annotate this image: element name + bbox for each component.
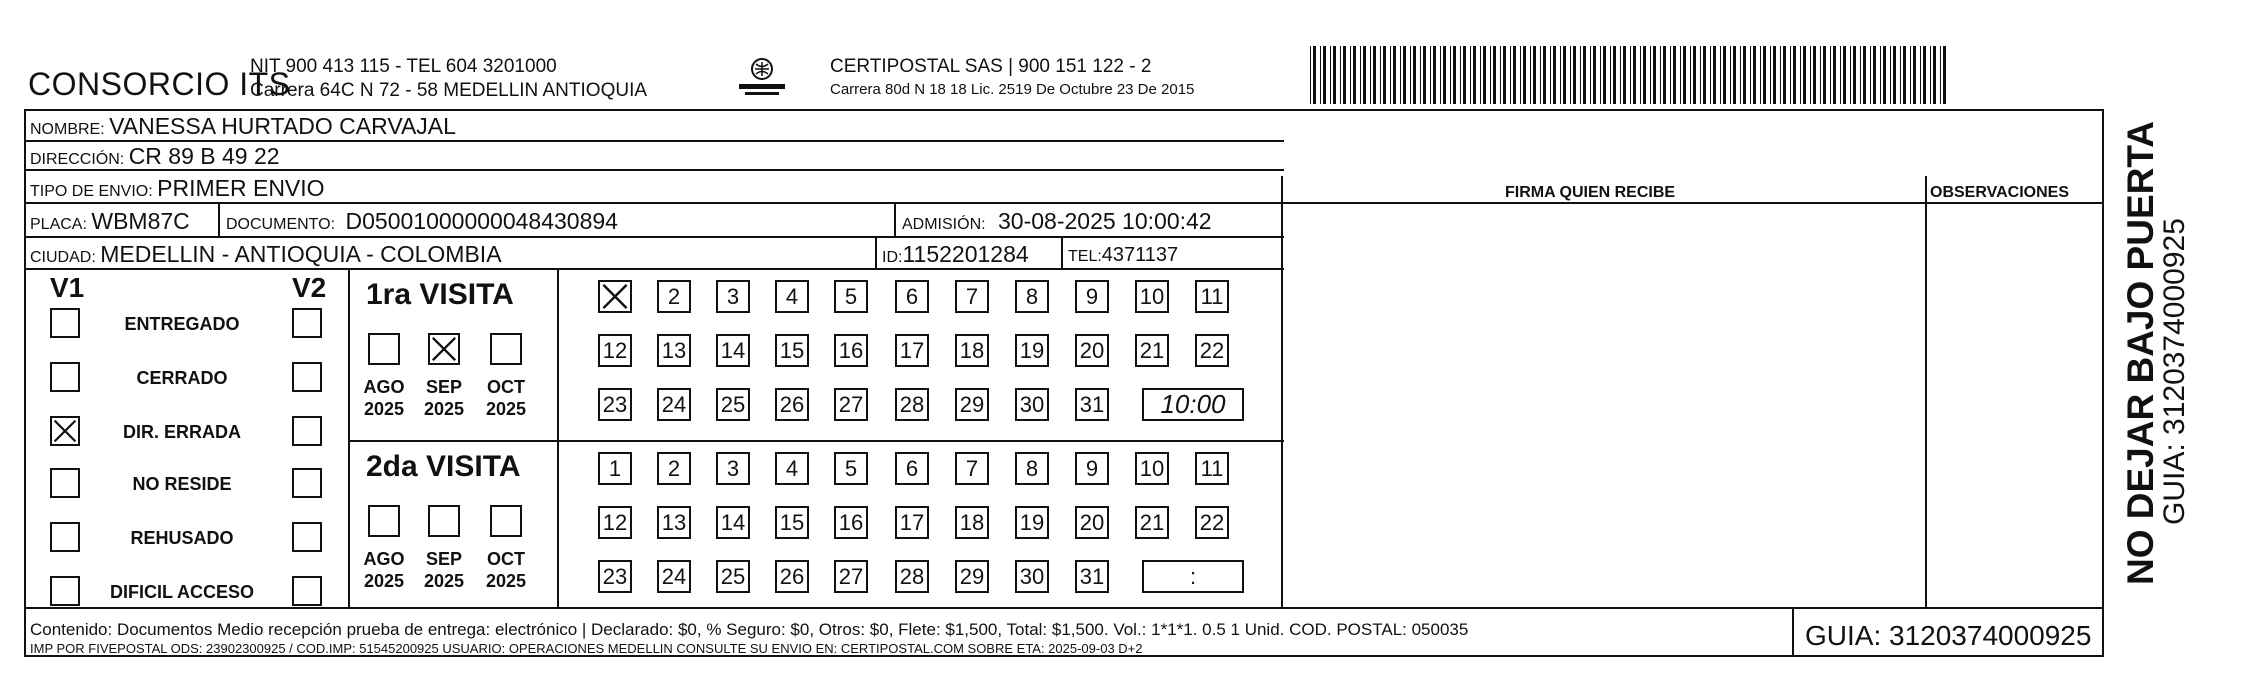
month-year-label: 2025 (423, 571, 465, 591)
month-year-label: 2025 (485, 571, 527, 591)
day-box[interactable]: 25 (716, 560, 750, 593)
day-box[interactable]: 11 (1195, 452, 1229, 485)
contents-line: Contenido: Documentos Medio recepción prueba de entrega: electrónico | Declarado: $0, % Seguro: $0, Otros: $0, Flete: $1,500, Total: $1,500. Vol.: 1*1*1. 0.5 1 Unid. COD. POSTAL: 050035 (30, 620, 1469, 639)
day-box[interactable]: 8 (1015, 280, 1049, 313)
month-label: AGO (363, 377, 405, 397)
day-box[interactable]: 7 (955, 280, 989, 313)
day-box[interactable]: 29 (955, 560, 989, 593)
day-box[interactable]: 15 (775, 506, 809, 539)
day-box[interactable]: 23 (598, 388, 632, 421)
v2-checkbox[interactable] (292, 416, 322, 446)
day-box[interactable]: 12 (598, 334, 632, 367)
status-label: REHUSADO (130, 528, 234, 548)
day-box[interactable]: 4 (775, 280, 809, 313)
day-box[interactable] (598, 280, 632, 313)
barcode-icon (1310, 46, 1950, 104)
id-value: 1152201284 (902, 241, 1029, 267)
visit-title: 1ra VISITA (366, 278, 514, 311)
visit-time-box[interactable]: 10:00 (1142, 388, 1244, 421)
v2-checkbox[interactable] (292, 522, 322, 552)
status-label: ENTREGADO (124, 314, 240, 334)
day-box[interactable]: 9 (1075, 452, 1109, 485)
company-name: CONSORCIO ITS (28, 66, 291, 102)
signature-area[interactable] (1283, 204, 1923, 605)
day-box[interactable]: 28 (895, 560, 929, 593)
v1-checkbox[interactable] (50, 308, 80, 338)
document-value: D05001000000048430894 (345, 208, 618, 234)
day-box[interactable]: 1 (598, 452, 632, 485)
recipient-address: CR 89 B 49 22 (128, 143, 280, 169)
carrier-name-line: CERTIPOSTAL SAS | 900 151 122 - 2 (830, 56, 1152, 77)
company-address-line: Carrera 64C N 72 - 58 MEDELLIN ANTIOQUIA (250, 80, 648, 101)
day-box[interactable]: 2 (657, 452, 691, 485)
shipment-type: PRIMER ENVIO (157, 175, 325, 201)
status-label: DIR. ERRADA (122, 422, 241, 442)
day-box[interactable]: 31 (1075, 388, 1109, 421)
day-box[interactable]: 5 (834, 280, 868, 313)
day-box[interactable]: 19 (1015, 334, 1049, 367)
day-box[interactable]: 27 (834, 560, 868, 593)
city-value: MEDELLIN - ANTIOQUIA - COLOMBIA (100, 241, 502, 267)
day-box[interactable]: 30 (1015, 388, 1049, 421)
visit-time-box[interactable]: : (1142, 560, 1244, 593)
city-label: CIUDAD: (30, 249, 96, 266)
month-year-label: 2025 (485, 399, 527, 419)
v2-checkbox[interactable] (292, 576, 322, 606)
id-label: ID: (882, 249, 903, 266)
day-box[interactable]: 18 (955, 334, 989, 367)
v1-checkbox[interactable] (50, 416, 80, 446)
month-checkbox[interactable] (368, 333, 400, 365)
day-box[interactable]: 24 (657, 388, 691, 421)
day-box[interactable]: 12 (598, 506, 632, 539)
v2-checkbox[interactable] (292, 362, 322, 392)
day-box[interactable]: 16 (834, 506, 868, 539)
admission-label: ADMISIÓN: (902, 216, 986, 233)
tel-value: 4371137 (1101, 244, 1179, 266)
carrier-license-line: Carrera 80d N 18 18 Lic. 2519 De Octubre 23 De 2015 (830, 81, 1195, 98)
day-box[interactable]: 5 (834, 452, 868, 485)
day-box[interactable]: 15 (775, 334, 809, 367)
status-label: CERRADO (136, 368, 228, 388)
name-label: NOMBRE: (30, 121, 105, 138)
day-box[interactable]: 3 (716, 280, 750, 313)
admission-value: 30-08-2025 10:00:42 (998, 208, 1212, 234)
day-box[interactable]: 20 (1075, 506, 1109, 539)
recipient-name: VANESSA HURTADO CARVAJAL (109, 113, 456, 139)
v1-checkbox[interactable] (50, 576, 80, 606)
day-box[interactable]: 10 (1135, 452, 1169, 485)
month-label: SEP (425, 377, 463, 397)
day-box[interactable]: 9 (1075, 280, 1109, 313)
day-box[interactable]: 14 (716, 506, 750, 539)
print-info-line: IMP POR FIVEPOSTAL ODS: 23902300925 / COD.IMP: 51545200925 USUARIO: OPERACIONES MEDELLIN CONSULTE SU ENVIO EN: CERTIPOSTAL.COM SOBRE ETA: 2025-09-03 D+2 (30, 641, 1143, 656)
v2-checkbox[interactable] (292, 308, 322, 338)
month-checkbox[interactable] (490, 333, 522, 365)
day-box[interactable]: 31 (1075, 560, 1109, 593)
day-box[interactable]: 8 (1015, 452, 1049, 485)
plate-value: WBM87C (91, 208, 190, 234)
v1-checkbox[interactable] (50, 468, 80, 498)
v1-checkbox[interactable] (50, 522, 80, 552)
signature-column-header: FIRMA QUIEN RECIBE (1505, 184, 1676, 201)
day-box[interactable]: 21 (1135, 506, 1169, 539)
month-checkbox[interactable] (368, 505, 400, 537)
month-year-label: 2025 (423, 399, 465, 419)
day-box[interactable]: 19 (1015, 506, 1049, 539)
day-box[interactable]: 20 (1075, 334, 1109, 367)
month-checkbox[interactable] (428, 505, 460, 537)
day-box[interactable]: 30 (1015, 560, 1049, 593)
day-box[interactable]: 10 (1135, 280, 1169, 313)
day-box[interactable]: 11 (1195, 280, 1229, 313)
month-label: OCT (487, 549, 525, 569)
tel-label: TEL: (1068, 248, 1102, 265)
day-box[interactable]: 25 (716, 388, 750, 421)
day-box[interactable]: 4 (775, 452, 809, 485)
address-label: DIRECCIÓN: (30, 151, 125, 168)
observations-column-header: OBSERVACIONES (1930, 184, 2069, 201)
day-box[interactable]: 21 (1135, 334, 1169, 367)
day-box[interactable]: 22 (1195, 334, 1229, 367)
plate-label: PLACA: (30, 216, 87, 233)
day-box[interactable]: 26 (775, 560, 809, 593)
day-box[interactable]: 16 (834, 334, 868, 367)
do-not-leave-warning: NO DEJAR BAJO PUERTA (2120, 121, 2161, 585)
day-box[interactable]: 14 (716, 334, 750, 367)
day-box[interactable]: 7 (955, 452, 989, 485)
day-box[interactable]: 6 (895, 452, 929, 485)
day-box[interactable]: 2 (657, 280, 691, 313)
v2-header: V2 (292, 272, 327, 303)
v1-header: V1 (50, 272, 85, 303)
v2-checkbox[interactable] (292, 468, 322, 498)
day-box[interactable]: 22 (1195, 506, 1229, 539)
day-box[interactable]: 27 (834, 388, 868, 421)
status-label: DIFICIL ACCESO (109, 582, 254, 602)
visit-title: 2da VISITA (366, 450, 521, 483)
month-checkbox[interactable] (428, 333, 460, 365)
day-box[interactable]: 24 (657, 560, 691, 593)
certipostal-logo-icon (735, 55, 789, 99)
day-box[interactable]: 23 (598, 560, 632, 593)
day-box[interactable]: 13 (657, 334, 691, 367)
day-box[interactable]: 28 (895, 388, 929, 421)
day-box[interactable]: 3 (716, 452, 750, 485)
day-box[interactable]: 26 (775, 388, 809, 421)
month-label: SEP (425, 549, 463, 569)
month-checkbox[interactable] (490, 505, 522, 537)
month-label: AGO (363, 549, 405, 569)
day-box[interactable]: 29 (955, 388, 989, 421)
month-label: OCT (487, 377, 525, 397)
guide-number: GUIA: 3120374000925 (1805, 620, 2092, 651)
day-box[interactable]: 17 (895, 334, 929, 367)
company-nit-line: NIT 900 413 115 - TEL 604 3201000 (250, 56, 557, 77)
month-year-label: 2025 (363, 571, 405, 591)
day-box[interactable]: 17 (895, 506, 929, 539)
observations-area[interactable] (1927, 204, 2102, 605)
status-label: NO RESIDE (132, 474, 232, 494)
document-label: DOCUMENTO: (226, 216, 336, 233)
day-box[interactable]: 18 (955, 506, 989, 539)
shipment-type-label: TIPO DE ENVIO: (30, 183, 153, 200)
v1-checkbox[interactable] (50, 362, 80, 392)
day-box[interactable]: 13 (657, 506, 691, 539)
month-year-label: 2025 (363, 399, 405, 419)
day-box[interactable]: 6 (895, 280, 929, 313)
side-guide-number: GUIA: 3120374000925 (2158, 218, 2191, 525)
